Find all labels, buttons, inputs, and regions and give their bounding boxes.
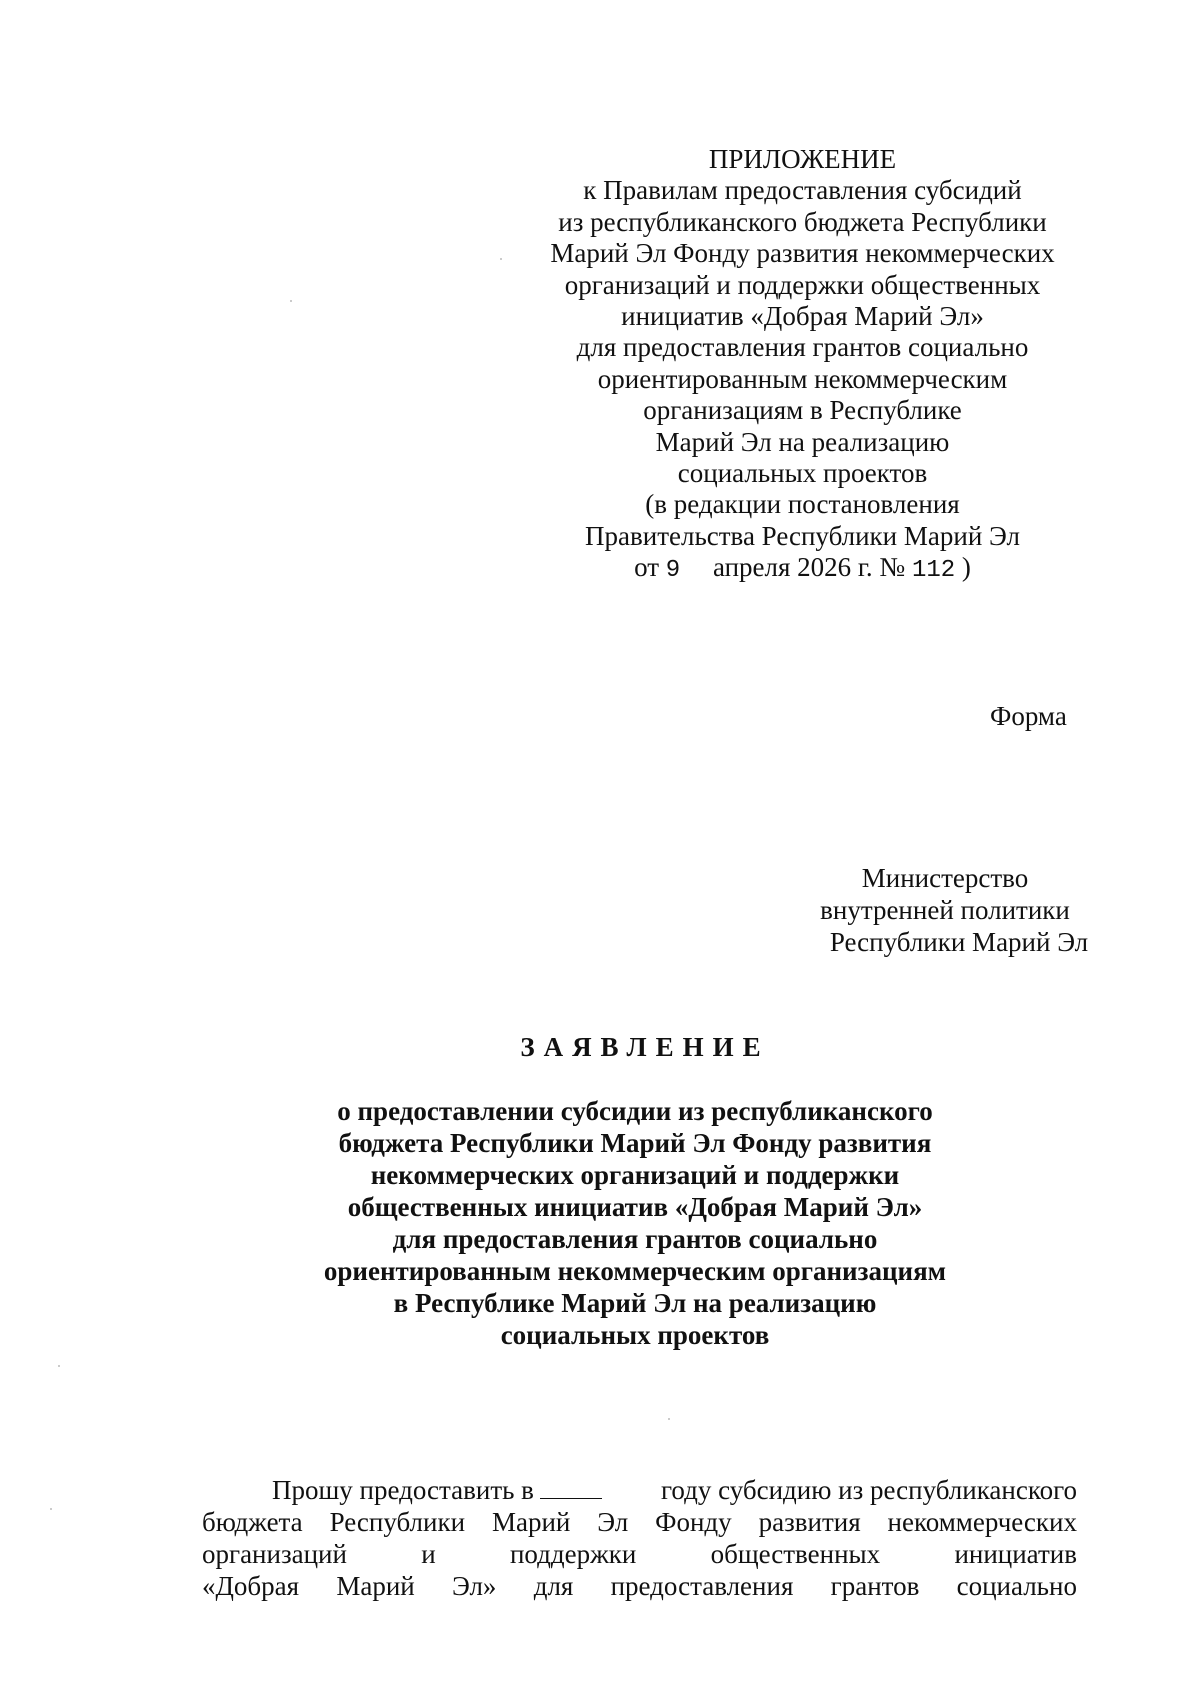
subtitle-line: бюджета Республики Марий Эл Фонду развития: [338, 1128, 932, 1158]
date-number: 112: [911, 557, 956, 585]
word: Фонду: [655, 1507, 732, 1537]
scan-speck: [668, 1418, 670, 1420]
appendix-line: Правительства Республики Марий Эл: [585, 520, 1020, 551]
body-line-2: [202, 1506, 1077, 1538]
subtitle-line: для предоставления грантов социально: [392, 1224, 878, 1254]
word: некоммерческих: [887, 1507, 1077, 1537]
word: предоставления: [610, 1571, 794, 1601]
word: грантов: [830, 1571, 920, 1601]
date-day: 9: [665, 557, 681, 585]
word: Марий: [336, 1571, 415, 1601]
form-label: Форма: [990, 701, 1067, 731]
appendix-title: ПРИЛОЖЕНИЕ: [708, 144, 897, 174]
document-subtitle: [245, 1095, 1025, 1351]
subtitle-line: ориентированным некоммерческим организациям: [323, 1256, 947, 1286]
appendix-line: организаций и поддержки общественных: [564, 269, 1041, 300]
appendix-line: для предоставления грантов социально: [576, 332, 1029, 363]
word: общественных: [710, 1539, 881, 1569]
word: Эл»: [451, 1571, 497, 1601]
appendix-line: организациям в Республике: [643, 395, 962, 426]
body-text-after-blank: году субсидию из республиканского: [660, 1475, 1077, 1505]
word: и: [421, 1539, 436, 1569]
appendix-line: (в редакции постановления: [645, 489, 960, 520]
word: Марий: [491, 1507, 571, 1537]
body-text-before-blank: Прошу предоставить в: [272, 1474, 608, 1506]
body-line-3: [202, 1538, 1077, 1570]
word: Республики: [329, 1507, 466, 1537]
subtitle-line: некоммерческих организаций и поддержки: [370, 1160, 900, 1190]
appendix-line: Марий Эл на реализацию: [655, 426, 950, 457]
subtitle-line: социальных проектов: [500, 1320, 770, 1350]
word: поддержки: [509, 1539, 637, 1569]
scan-speck: [290, 300, 292, 302]
subtitle-line: о предоставлении субсидии из республиканского: [337, 1096, 933, 1126]
date-prefix: от: [634, 552, 660, 583]
appendix-line: из республиканского бюджета Республики: [558, 206, 1047, 237]
date-close: ): [961, 552, 971, 583]
year-blank-field[interactable]: [540, 1476, 602, 1499]
application-body: [202, 1474, 1077, 1602]
scan-speck: [50, 1508, 52, 1510]
word: для: [533, 1571, 574, 1601]
subtitle-line: общественных инициатив «Добрая Марий Эл»: [347, 1192, 923, 1222]
word: Эл: [597, 1507, 629, 1537]
word: «Добрая: [202, 1571, 300, 1601]
appendix-line: социальных проектов: [677, 458, 928, 489]
recipient-line: внутренней политики: [820, 895, 1070, 925]
appendix-header: [520, 144, 1085, 587]
word: организаций: [202, 1539, 347, 1569]
date-text: апреля 2026 г. №: [712, 552, 906, 583]
appendix-line: Марий Эл Фонду развития некоммерческих: [550, 238, 1055, 269]
word: бюджета: [202, 1507, 303, 1537]
body-line-1: [202, 1474, 1077, 1506]
recipient-line: Министерство: [861, 863, 1029, 893]
appendix-date-line: [520, 552, 1085, 586]
word: социально: [956, 1571, 1077, 1601]
recipient-line: Республики Марий Эл: [829, 927, 1089, 957]
scan-speck: [58, 1365, 60, 1367]
body-line-4: [202, 1570, 1077, 1602]
appendix-line: ориентированным некоммерческим: [597, 363, 1008, 394]
scan-speck: [500, 258, 502, 260]
appendix-line: инициатив «Добрая Марий Эл»: [621, 301, 984, 332]
document-title: ЗАЯВЛЕНИЕ: [520, 1032, 770, 1062]
word: развития: [758, 1507, 861, 1537]
word: инициатив: [954, 1539, 1077, 1569]
recipient-block: [800, 862, 1090, 958]
appendix-line: к Правилам предоставления субсидий: [583, 175, 1022, 206]
subtitle-line: в Республике Марий Эл на реализацию: [393, 1288, 877, 1318]
